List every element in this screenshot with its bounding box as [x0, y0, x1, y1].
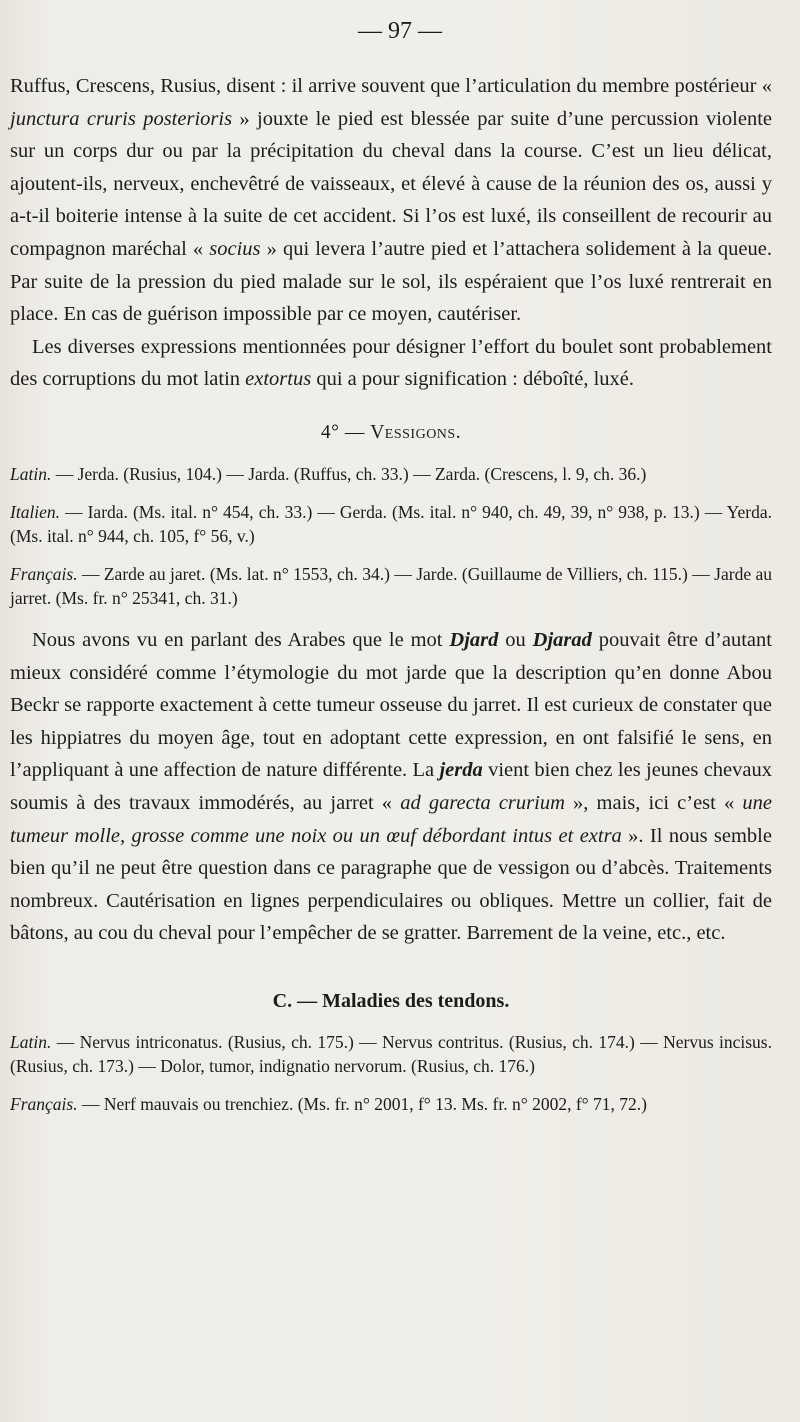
paragraph-expressions [10, 331, 772, 396]
text-run: pouvait être d’autant mieux considéré comme l’étymologie du mot jarde que la description qu’en donne Abou Beckr se rapporte exactement à cette tumeur osseuse du jarret. Il est curieux de constater que les hippiatres du moyen âge, tout en adoptant cette expression, en ont falsifié le sens, en l’appliquant à une affection de nature différente. La [10, 628, 772, 782]
section-heading-tendons: C. — Maladies des tendons. [272, 989, 510, 1012]
page-number: — 97 — [358, 18, 442, 44]
entry-language: Français. [10, 1093, 78, 1114]
text-run: Les diverses expressions mentionnées pour désigner l’effort du boulet sont probablement des corruptions du mot latin [10, 335, 772, 391]
italic-term: socius [209, 237, 261, 260]
italic-quote: une tumeur molle, grosse comme une noix ou un œuf débordant intus et extra [10, 791, 772, 847]
text-run: » jouxte le pied est blessée par suite d’une percussion violente sur un corps dur ou par la précipitation du cheval dans la course. C’est un lieu délicat, ajoutent-ils, nerveux, enchevêtré de vaisseaux, et élevé à cause de la réunion des os, aussi y a-t-il boiterie intense à la suite de cet accident. Si l’os est luxé, ils conseillent de recourir au compagnon maréchal « [10, 107, 772, 260]
italic-term: ad garecta crurium [400, 791, 565, 814]
paragraph-arabes [10, 624, 772, 950]
text-run: qui a pour signification : déboîté, luxé. [311, 368, 635, 391]
entry-francais-tendons [10, 1092, 772, 1116]
italic-term: extortus [245, 368, 312, 391]
page-content [10, 70, 772, 1116]
italic-term: Djard [449, 628, 499, 651]
entry-text: — Iarda. (Ms. ital. n° 454, ch. 33.) — Gerda. (Ms. ital. n° 940, ch. 49, 39, n° 938, p. 13.) — Yerda. (Ms. ital. n° 944, ch. 105, f° 56, v.) [10, 501, 772, 546]
section-number: 4° — [320, 421, 371, 443]
entry-latin-tendons [10, 1030, 772, 1078]
text-run: ». Il nous semble bien qu’il ne peut être question dans ce paragraphe que de vessigon ou d’abcès. Traitements nombreux. Cautérisation en lignes perpendiculaires ou obliques. Mettre un collier, fait de bâtons, au cou du cheval pour l’empêcher de se gratter. Barrement de la veine, etc., etc. [10, 824, 772, 945]
italic-term: junctura cruris posterioris [10, 107, 233, 130]
entry-text: — Nervus intriconatus. (Rusius, ch. 175.) — Nervus contritus. (Rusius, ch. 174.) — Nervus incisus. (Rusius, ch. 173.) — Dolor, tumor, indignatio nervorum. (Rusius, ch. 176.) [10, 1031, 772, 1076]
entry-language: Latin. [10, 463, 52, 484]
text-run: ou [498, 628, 533, 651]
section-heading-vessigons [10, 418, 772, 448]
text-run: », mais, ici c’est « [564, 791, 743, 814]
entry-language: Français. [10, 563, 78, 584]
text-run: vient bien chez les jeunes chevaux soumis à des travaux immodérés, au jarret « [10, 759, 772, 814]
text-run: » qui levera l’autre pied et l’attachera solidement à la queue. Par suite de la pression du pied malade sur le sol, ils espéraient que l’os luxé rentrerait en place. En cas de guérison impossible par ce moyen, cautériser. [10, 237, 772, 326]
paragraph-ruffus [10, 70, 772, 331]
entry-text: — Jerda. (Rusius, 104.) — Jarda. (Ruffus, ch. 33.) — Zarda. (Crescens, l. 9, ch. 36.) [51, 463, 647, 484]
entry-latin [10, 462, 772, 486]
text-run: Nous avons vu en parlant des Arabes que le mot [32, 628, 450, 651]
entry-language: Latin. [10, 1031, 52, 1052]
section-title: Vessigons. [370, 421, 462, 443]
entry-text: — Nerf mauvais ou trenchiez. (Ms. fr. n° 2001, f° 13. Ms. fr. n° 2002, f° 71, 72.) [77, 1093, 648, 1114]
entry-language: Italien. [10, 501, 61, 522]
text-run: Ruffus, Crescens, Rusius, disent : il arrive souvent que l’articulation du membre postérieur « [10, 75, 772, 97]
entry-francais [10, 562, 772, 610]
italic-term: Djarad [532, 628, 592, 651]
italic-term: jerda [439, 759, 483, 782]
entry-italien [10, 500, 772, 548]
entry-text: — Zarde au jaret. (Ms. lat. n° 1553, ch. 34.) — Jarde. (Guillaume de Villiers, ch. 115.) — Jarde au jarret. (Ms. fr. n° 25341, ch. 31.) [10, 563, 772, 608]
